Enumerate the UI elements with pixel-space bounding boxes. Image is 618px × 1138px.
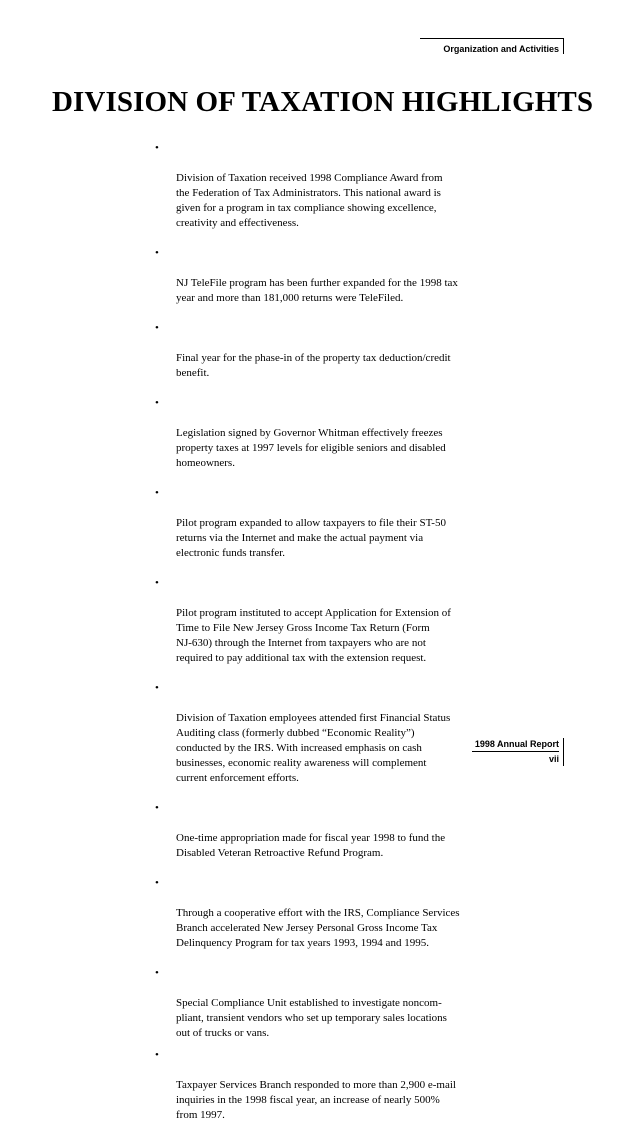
list-item <box>154 141 474 231</box>
list-item <box>154 876 474 951</box>
list-item <box>154 321 474 381</box>
list-item-text: Division of Taxation received 1998 Compliance Award from the Federation of Tax Administrators. This national award is given for a program in tax compliance showing excellence, creativity and effectiveness. <box>176 172 443 229</box>
list-item-text: Pilot program expanded to allow taxpayers to file their ST-50 returns via the Internet and make the actual payment via electronic funds transfer. <box>176 517 446 559</box>
section-header <box>420 38 564 54</box>
list-item-text: One-time appropriation made for fiscal year 1998 to fund the Disabled Veteran Retroactive Refund Program. <box>176 832 446 859</box>
report-title: 1998 Annual Report <box>472 738 559 752</box>
list-item-text: Legislation signed by Governor Whitman effectively freezes property taxes at 1997 levels for eligible seniors and disabled homeowners. <box>176 427 446 469</box>
bullet-icon: • <box>155 322 159 334</box>
list-item-text: Special Compliance Unit established to investigate noncom- pliant, transient vendors who set up temporary sales locations out of trucks or vans. <box>176 997 447 1039</box>
list-item-text: Pilot program instituted to accept Application for Extension of Time to File New Jersey Gross Income Tax Return (Form NJ-630) through the Internet from taxpayers who are not required to pay additional tax with the extension request. <box>176 607 451 664</box>
list-item <box>154 1048 474 1123</box>
bullet-icon: • <box>155 802 159 814</box>
bullet-icon: • <box>155 1049 159 1061</box>
list-item <box>154 681 474 786</box>
list-item-text: Final year for the phase-in of the property tax deduction/credit benefit. <box>176 352 451 379</box>
bullet-icon: • <box>155 487 159 499</box>
list-item <box>154 801 474 861</box>
page-title: DIVISION OF TAXATION HIGHLIGHTS <box>52 86 594 118</box>
highlights-list <box>154 141 474 1138</box>
list-item-text: Taxpayer Services Branch responded to more than 2,900 e-mail inquiries in the 1998 fiscal year, an increase of nearly 500% from 1997. <box>176 1079 456 1121</box>
bullet-icon: • <box>155 247 159 259</box>
bullet-icon: • <box>155 682 159 694</box>
list-item-text: Division of Taxation employees attended first Financial Status Auditing class (formerly dubbed “Economic Reality”) conducted by the IRS. With increased emphasis on cash businesses, economic reality awareness will complement current enforcement efforts. <box>176 712 451 784</box>
bullet-icon: • <box>155 397 159 409</box>
bullet-icon: • <box>155 577 159 589</box>
page-footer <box>474 738 564 766</box>
page-number: vii <box>548 754 559 764</box>
list-item <box>154 246 474 306</box>
list-item-text: NJ TeleFile program has been further expanded for the 1998 tax year and more than 181,000 returns were TeleFiled. <box>176 277 458 304</box>
bullet-icon: • <box>155 142 159 154</box>
list-item <box>154 396 474 471</box>
bullet-icon: • <box>155 877 159 889</box>
section-header-label: Organization and Activities <box>443 44 559 54</box>
bullet-icon: • <box>155 967 159 979</box>
list-item-text: Through a cooperative effort with the IRS, Compliance Services Branch accelerated New Jersey Personal Gross Income Tax Delinquency Program for tax years 1993, 1994 and 1995. <box>176 907 460 949</box>
list-item <box>154 576 474 666</box>
list-item <box>154 966 474 1041</box>
list-item <box>154 486 474 561</box>
